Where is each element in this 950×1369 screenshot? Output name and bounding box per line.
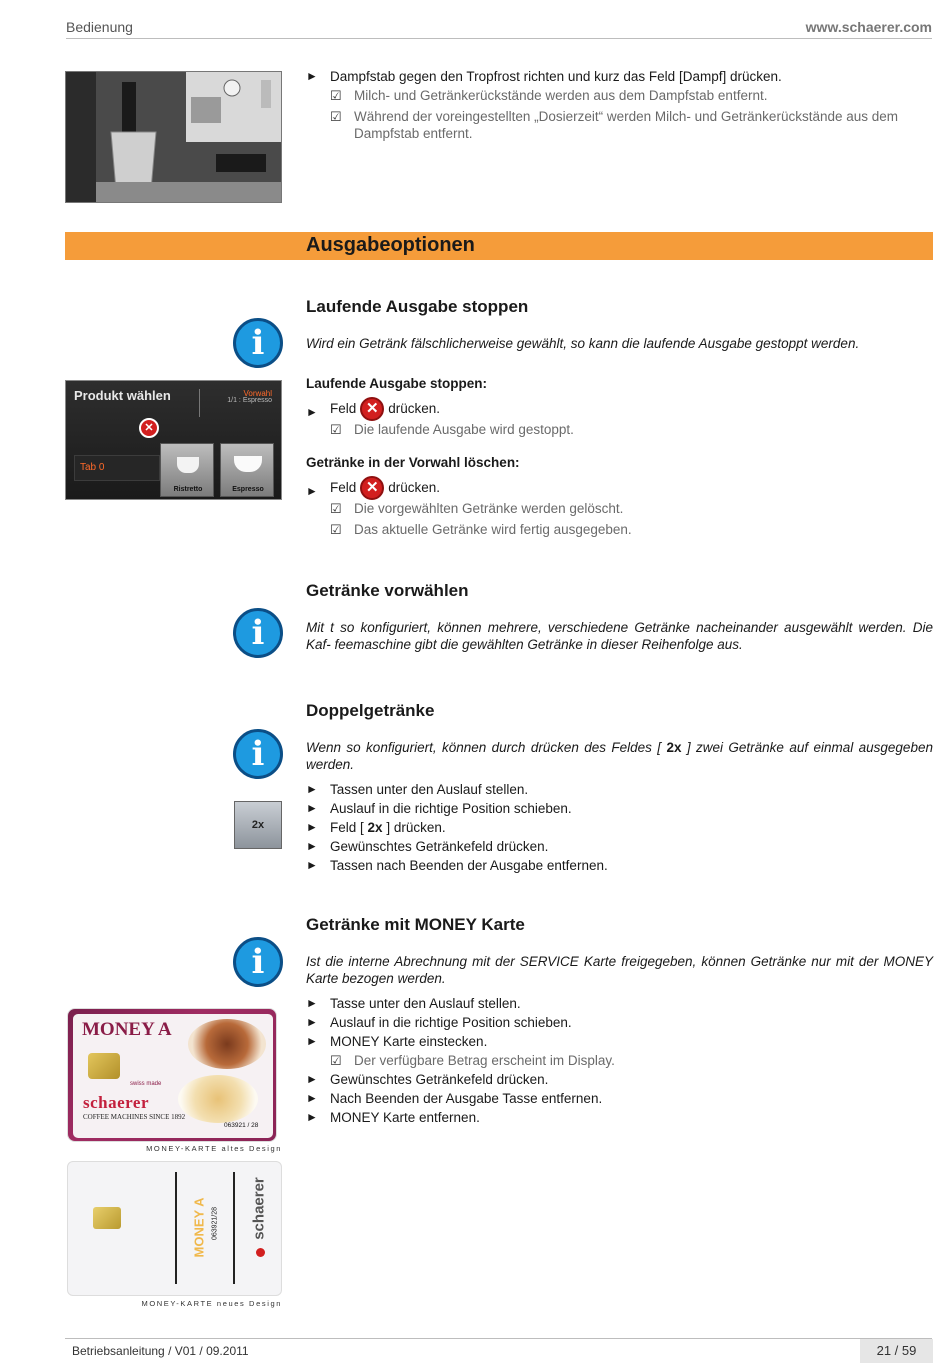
double-step-1: ► Tassen unter den Auslauf stellen. <box>306 782 529 797</box>
money-step-3: ► MONEY Karte einstecken. <box>306 1034 488 1049</box>
swiss-cross-icon <box>256 1248 265 1257</box>
stop-subtitle-2: Getränke in der Vorwahl löschen: <box>306 455 520 470</box>
card-swiss: swiss made <box>130 1081 162 1087</box>
card-tagline: COFFEE MACHINES SINCE 1892 <box>83 1113 186 1121</box>
footer-page-number: 21 / 59 <box>860 1339 933 1363</box>
header-section-title: Bedienung <box>66 19 133 35</box>
checkbox-icon: ☑ <box>330 88 342 103</box>
checkbox-icon: ☑ <box>330 422 342 438</box>
card-number: 063921/28 <box>211 1206 219 1241</box>
arrow-bullet-icon: ► <box>306 1034 318 1048</box>
arrow-bullet-icon: ► <box>306 1091 318 1105</box>
section-bar <box>65 232 933 260</box>
stop-subtitle-1: Laufende Ausgabe stoppen: <box>306 376 488 391</box>
card-brand: schaerer <box>250 1177 268 1240</box>
double-info: Wenn so konfiguriert, können durch drücken des Feldes [ 2x ] zwei Getränke auf einmal ausgegeben werden. <box>306 740 933 772</box>
steam-step: ► Dampfstab gegen den Tropfrost richten und kurz das Feld [Dampf] drücken. <box>306 69 782 84</box>
section-title: Ausgabeoptionen <box>306 234 475 256</box>
arrow-bullet-icon: ► <box>306 405 318 419</box>
stop-title: Laufende Ausgabe stoppen <box>306 297 529 316</box>
info-icon: i <box>233 318 283 368</box>
card-brand: schaerer <box>83 1093 149 1112</box>
display-cancel-button[interactable]: ✕ <box>139 418 159 438</box>
preselect-title: Getränke vorwählen <box>306 581 469 600</box>
stop-result-2: ☑ Die vorgewählten Getränke werden gelöscht. <box>330 501 624 517</box>
card-title: MONEY A <box>191 1197 207 1258</box>
product-button-ristretto[interactable] <box>160 443 214 497</box>
preselect-info: Mit t so konfiguriert, können mehrere, verschiedene Getränke nacheinander ausgewählt werden. Die Kaf- feemaschine gibt die gewählten Getränke in dieser Reihenfolge aus. <box>306 620 933 652</box>
footer-document-info: Betriebsanleitung / V01 / 09.2011 <box>72 1344 249 1358</box>
checkbox-icon: ☑ <box>330 501 342 517</box>
money-info: Ist die interne Abrechnung mit der SERVICE Karte freigegeben, können Getränke nur mit der MONEY Karte bezogen werden. <box>306 954 933 986</box>
info-icon: i <box>233 937 283 987</box>
product-label: Ristretto <box>173 486 203 493</box>
money-step-5: ► Nach Beenden der Ausgabe Tasse entfernen. <box>306 1091 603 1106</box>
display-vorwahl: Vorwahl <box>243 389 272 398</box>
stop-step-1: ► Feld ✕ drücken. <box>306 397 933 421</box>
product-display <box>65 380 282 500</box>
stop-info: Wird ein Getränk fälschlicherweise gewählt, so kann die laufende Ausgabe gestoppt werden. <box>306 336 860 351</box>
cup-icon <box>177 457 199 473</box>
double-button[interactable]: 2x <box>234 801 282 849</box>
money-step-1: ► Tasse unter den Auslauf stellen. <box>306 996 521 1011</box>
chip-icon <box>93 1207 121 1229</box>
display-tab[interactable]: Tab 0 <box>74 455 160 481</box>
steam-result-2: ☑ Während der voreingestellten „Dosierzeit“ werden Milch- und Getränkerückstände aus dem Dampfstab entfernt. <box>330 109 899 141</box>
coffee-cup-image <box>178 1075 258 1123</box>
card-number: 063921 / 28 <box>224 1122 259 1129</box>
stop-result-3: ☑ Das aktuelle Getränke wird fertig ausgegeben. <box>330 522 632 538</box>
product-label: Espresso <box>232 486 264 493</box>
info-icon: i <box>233 729 283 779</box>
money-result: ☑ Der verfügbare Betrag erscheint im Display. <box>330 1053 615 1068</box>
info-icon: i <box>233 608 283 658</box>
header-divider <box>66 38 932 39</box>
money-card-old <box>67 1008 277 1142</box>
money-card-new <box>67 1161 282 1296</box>
double-step-2: ► Auslauf in die richtige Position schieben. <box>306 801 572 816</box>
arrow-bullet-icon: ► <box>306 1110 318 1124</box>
checkbox-icon: ☑ <box>330 109 342 124</box>
stop-step-2: ► Feld ✕ drücken. <box>306 476 933 500</box>
stop-steps-2 <box>306 476 933 538</box>
display-title: Produkt wählen <box>74 388 171 403</box>
arrow-bullet-icon: ► <box>306 1015 318 1029</box>
arrow-bullet-icon: ► <box>306 1072 318 1086</box>
display-vorwahl-sub: 1/1 : Espresso <box>227 397 272 404</box>
arrow-bullet-icon: ► <box>306 996 318 1010</box>
arrow-bullet-icon: ► <box>306 839 318 853</box>
stop-result-1: ☑ Die laufende Ausgabe wird gestoppt. <box>330 422 574 438</box>
arrow-bullet-icon: ► <box>306 484 318 498</box>
cup-icon <box>234 456 262 472</box>
coffee-cup-image <box>188 1019 266 1069</box>
arrow-bullet-icon: ► <box>306 801 318 815</box>
footer-divider <box>65 1338 932 1339</box>
double-title: Doppelgetränke <box>306 701 435 720</box>
product-button-espresso[interactable] <box>220 443 274 497</box>
card-stripe <box>175 1172 177 1284</box>
new-card-caption: MONEY-KARTE neues Design <box>141 1299 282 1308</box>
arrow-bullet-icon: ► <box>306 782 318 796</box>
card-stripe <box>233 1172 235 1284</box>
arrow-bullet-icon: ► <box>306 820 318 834</box>
steam-instructions <box>306 67 933 142</box>
checkbox-icon: ☑ <box>330 1053 342 1068</box>
display-divider <box>199 389 200 417</box>
old-card-caption: MONEY-KARTE altes Design <box>146 1144 282 1153</box>
double-step-4: ► Gewünschtes Getränkefeld drücken. <box>306 839 549 854</box>
double-step-3: ► Feld [ 2x ] drücken. <box>306 820 446 835</box>
money-step-4: ► Gewünschtes Getränkefeld drücken. <box>306 1072 549 1087</box>
money-title: Getränke mit MONEY Karte <box>306 915 525 934</box>
steam-result-1: ☑ Milch- und Getränkerückstände werden aus dem Dampfstab entfernt. <box>330 88 768 103</box>
chip-icon <box>88 1053 120 1079</box>
steam-wand-photo <box>65 71 282 203</box>
checkbox-icon: ☑ <box>330 522 342 538</box>
header-website[interactable]: www.schaerer.com <box>805 19 932 35</box>
double-steps <box>306 780 933 875</box>
money-step-6: ► MONEY Karte entfernen. <box>306 1110 480 1125</box>
stop-x-icon: ✕ <box>360 476 384 500</box>
money-step-2: ► Auslauf in die richtige Position schieben. <box>306 1015 572 1030</box>
stop-x-icon: ✕ <box>360 397 384 421</box>
money-steps <box>306 994 933 1127</box>
stop-steps-1 <box>306 397 933 438</box>
arrow-bullet-icon: ► <box>306 69 318 83</box>
arrow-bullet-icon: ► <box>306 858 318 872</box>
card-title: MONEY A <box>82 1019 172 1040</box>
double-step-5: ► Tassen nach Beenden der Ausgabe entfernen. <box>306 858 608 873</box>
